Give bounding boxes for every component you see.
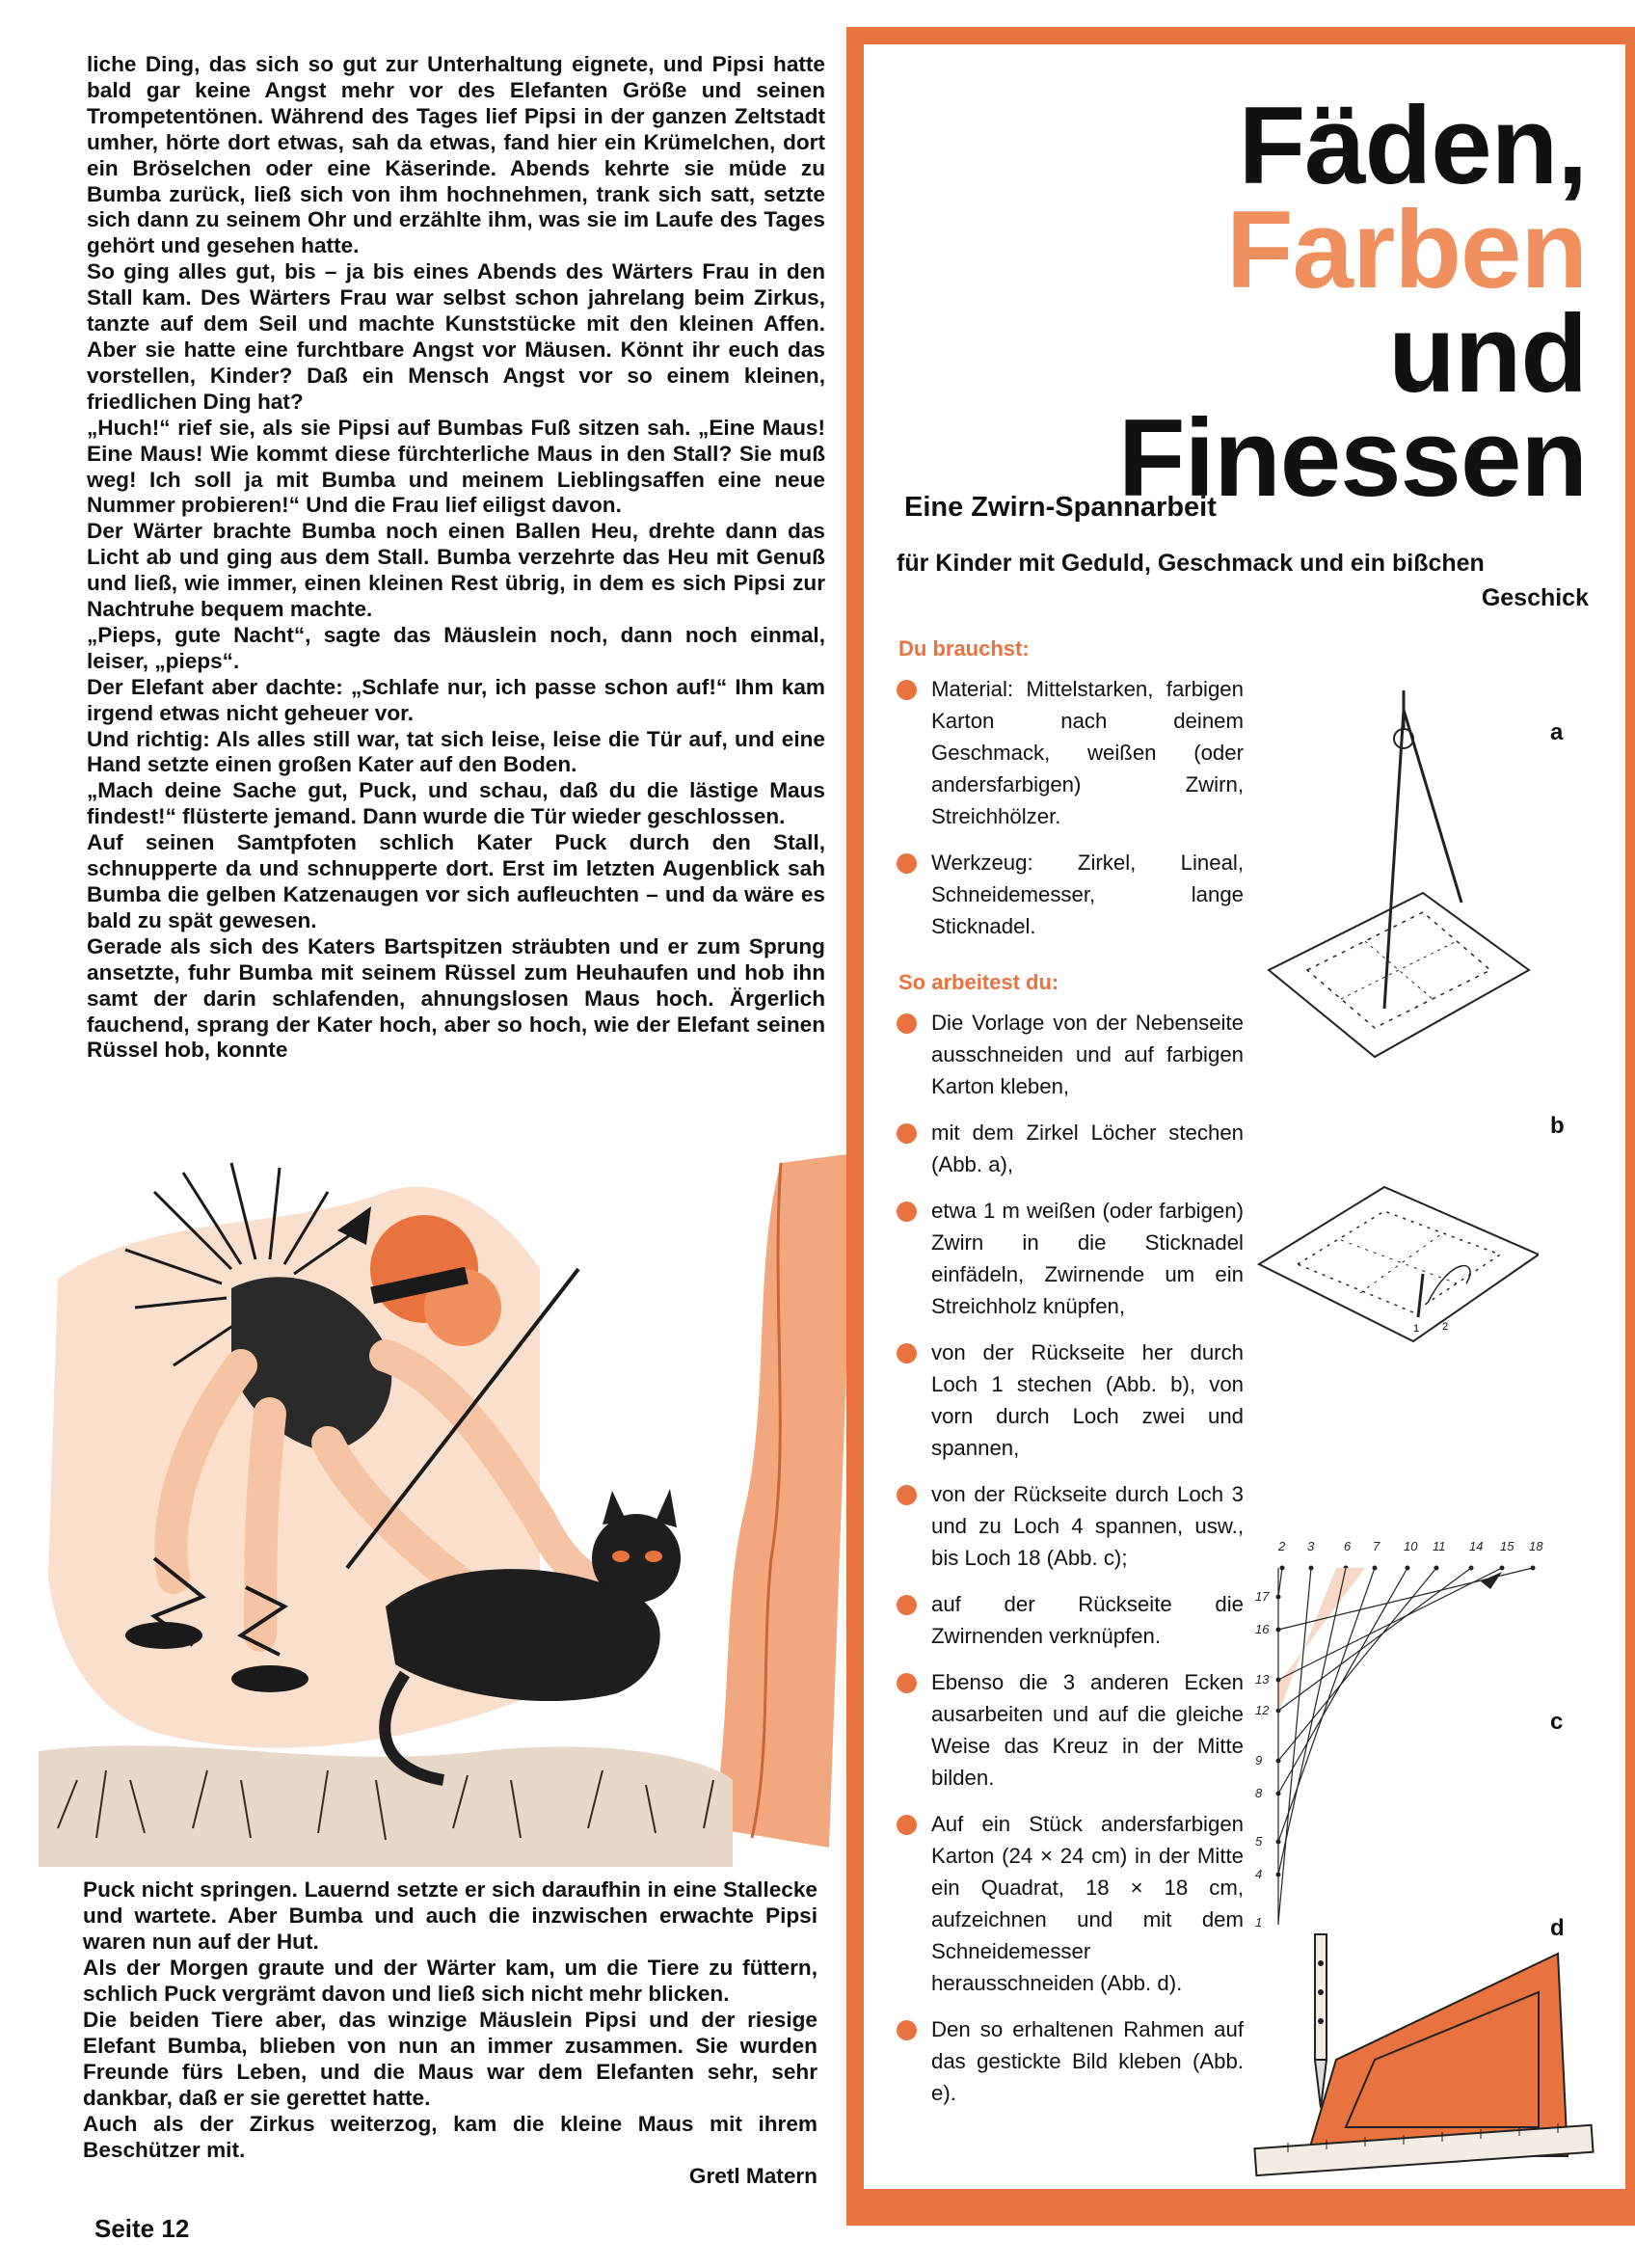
fig-c-top-number: 6 [1344, 1539, 1352, 1553]
fig-c-side-number: 9 [1255, 1753, 1263, 1768]
figure-label-b: b [1550, 1113, 1565, 1139]
story-paragraph: Puck nicht springen. Lauernd setzte er sich daraufhin in eine Stallecke und wartete. Aber Bumba und auch die inzwischen erwachte Pipsi waren nun auf der Hut. [83, 1877, 818, 1954]
title-word-finessen: Finessen [1117, 397, 1587, 520]
bullet-icon [897, 1343, 917, 1364]
craft-title [864, 85, 1587, 520]
bullet-icon [897, 2020, 917, 2040]
list-item-text: Werkzeug: Zirkel, Lineal, Schneidemesser, lange Sticknadel. [931, 850, 1244, 938]
fig-c-side-number: 16 [1255, 1622, 1270, 1636]
story-paragraph: „Pieps, gute Nacht“, sagte das Mäuslein noch, dann noch einmal, leiser, „pieps“. [87, 622, 825, 673]
story-text-bottom [83, 1876, 818, 2189]
bullet-icon [897, 1595, 917, 1615]
fig-b-hole-number: 2 [1442, 1321, 1449, 1333]
story-paragraph: liche Ding, das sich so gut zur Unterhaltung eignete, und Pipsi hatte bald gar keine Angst mehr vor des Elefanten Größe und seinen Trompetentönen. Während des Tages lief Pipsi in der ganzen Zeltstadt umher, hörte dort etwas, sah da etwas, fand hier ein Krümelchen, dort ein Bröselchen oder eine Käserinde. Abends kehrte sie müde zu Bumba zurück, ließ sich von ihm hochnehmen, trank sich satt, setzte sich dann zu seinem Ohr und erzählte ihm, was sie im Laufe des Tages gehört und gesehen hatte. [87, 52, 825, 258]
bullet-icon [897, 1123, 917, 1144]
list-item-text: Die Vorlage von der Nebenseite ausschneiden und auf farbigen Karton kleben, [931, 1011, 1244, 1098]
title-word-faeden: Fäden, [1238, 85, 1587, 207]
bullet-icon [897, 680, 917, 700]
craft-tagline [897, 546, 1589, 615]
story-paragraph: Als der Morgen graute und der Wärter kam, um die Tiere zu füttern, schlich Puck vergrämt davon und ließ sich nicht mehr blicken. [83, 1956, 818, 2006]
list-item [897, 847, 1244, 942]
title-word-farben: Farben [1225, 189, 1587, 311]
list-item-text: auf der Rückseite die Zwirnenden verknüpfen. [931, 1592, 1244, 1648]
fig-c-side-number: 1 [1255, 1915, 1263, 1930]
bullet-icon [897, 1815, 917, 1835]
story-paragraph: Der Wärter brachte Bumba noch einen Ballen Heu, drehte dann das Licht ab und ging aus dem Stall. Bumba verzehrte das Heu mit Genuß und ließ, wie immer, einen kleinen Rest übrig, in dem es sich Pipsi zur Nachtruhe bequem machte. [87, 519, 825, 622]
figure-label-c: c [1550, 1709, 1564, 1735]
figure-a-diagram [1249, 681, 1539, 1095]
fig-c-top-number: 10 [1404, 1539, 1418, 1553]
list-item-text: etwa 1 m weißen (oder farbigen) Zwirn in die Sticknadel einfädeln, Zwirnende um ein Streichholz knüpfen, [931, 1199, 1244, 1318]
story-illustration [39, 1153, 854, 1867]
list-item-text: Ebenso die 3 anderen Ecken ausarbeiten und auf die gleiche Weise das Kreuz in der Mitte bilden. [931, 1670, 1244, 1790]
page-number: Seite 12 [94, 2214, 190, 2243]
story-paragraph: Auf seinen Samtpfoten schlich Kater Puck durch den Stall, schnupperte da und schnupperte dort. Erst im letzten Augenblick sah Bumba die gelben Katzenaugen vor sich aufleuchten – und da wäre es bald zu spät gewesen. [87, 830, 825, 932]
craft-panel [846, 27, 1635, 2226]
story-paragraph: Die beiden Tiere aber, das winzige Mäuslein Pipsi und der riesige Elefant Bumba, blieben von nun an immer zusammen. Sie wurden Freunde fürs Leben, und die Maus war dem Elefanten sehr, sehr dankbar, daß er sie gerettet hatte. [83, 2008, 818, 2110]
story-paragraph: „Mach deine Sache gut, Puck, und schau, daß du die lästige Maus findest!“ flüsterte jemand. Dann wurde die Tür wieder geschlossen. [87, 778, 825, 829]
list-item [897, 1336, 1244, 1464]
fig-c-top-number: 11 [1433, 1539, 1446, 1553]
figure-label-a: a [1550, 719, 1564, 745]
title-word-und: und [1388, 293, 1587, 416]
craft-panel-inner [864, 44, 1625, 2189]
story-paragraph: Gerade als sich des Katers Bartspitzen sträubten und er zum Sprung ansetzte, fuhr Bumba mit seinem Rüssel zum Heuhaufen und hob ihn samt der darin schlafenden, ahnungslosen Maus hoch. Ärgerlich fauchend, sprang der Kater hoch, aber so hoch, wie der Elefant seinen Rüssel hob, konnte [87, 933, 825, 1063]
fig-c-side-number: 12 [1255, 1703, 1270, 1717]
list-item [897, 673, 1244, 832]
list-item [897, 2013, 1244, 2109]
list-item [897, 1808, 1244, 1999]
story-paragraph: Und richtig: Als alles still war, tat sich leise, leise die Tür auf, und eine Hand setzte einen großen Kater auf den Boden. [87, 726, 825, 777]
list-item-text: von der Rückseite durch Loch 3 und zu Loch 4 spannen, usw., bis Loch 18 (Abb. c); [931, 1482, 1244, 1570]
story-text-top [87, 52, 825, 1064]
story-paragraph: „Huch!“ rief sie, als sie Pipsi auf Bumbas Fuß sitzen sah. „Eine Maus! Eine Maus! Wie kommt diese fürchterliche Maus in den Stall? Sie muß weg! Ich soll ja mit Bumba und meinem Lieblingsaffen eine neue Nummer probieren!“ Und die Frau lief eiligst davon. [87, 415, 825, 518]
fig-c-side-number: 17 [1255, 1589, 1270, 1604]
list-item-text: Material: Mittelstarken, farbigen Karton nach deinem Geschmack, weißen (oder andersfarbigen) Zwirn, Streichhölzer. [931, 677, 1244, 828]
fig-c-top-number: 7 [1373, 1539, 1380, 1553]
figure-d-diagram [1249, 1915, 1596, 2185]
bullet-icon [897, 1485, 917, 1505]
fig-c-top-number: 3 [1307, 1539, 1315, 1553]
list-item [897, 1478, 1244, 1574]
list-item [897, 1117, 1244, 1180]
fig-c-top-number: 2 [1278, 1539, 1286, 1553]
steps-heading: So arbeitest du: [898, 970, 1059, 994]
figure-b-diagram [1249, 1148, 1539, 1361]
fig-c-side-number: 4 [1255, 1867, 1263, 1881]
needs-heading: Du brauchst: [898, 636, 1030, 661]
list-item [897, 1195, 1244, 1322]
bullet-icon [897, 1013, 917, 1034]
story-paragraph: So ging alles gut, bis – ja bis eines Abends des Wärters Frau in den Stall kam. Des Wärters Frau war selbst schon jahrelang beim Zirkus, tanzte auf dem Seil und machte Kunststücke mit den kleinen Affen. Aber sie hatte eine furchtbare Angst vor Mäusen. Könnt ihr euch das vorstellen, Kinder? Daß ein Mensch Angst vor so einem kleinen, friedlichen Ding hat? [87, 259, 825, 414]
fig-c-top-number: 14 [1469, 1539, 1484, 1553]
list-item [897, 1666, 1244, 1794]
list-item-text: Den so erhaltenen Rahmen auf das gestickte Bild kleben (Abb. e). [931, 2017, 1244, 2105]
author-name: Gretl Matern [688, 2164, 818, 2188]
list-item-text: von der Rückseite her durch Loch 1 stechen (Abb. b), von vorn durch Loch zwei und spannen, [931, 1340, 1244, 1460]
tagline-line-2: Geschick [1481, 584, 1589, 611]
story-last-line: Auch als der Zirkus weiterzog, kam die kleine Maus mit ihrem Beschützer mit. [83, 2112, 818, 2162]
story-paragraph: Der Elefant aber dachte: „Schlafe nur, ich passe schon auf!“ Ihm kam irgend etwas nicht geheuer vor. [87, 674, 825, 725]
fig-c-side-number: 13 [1255, 1672, 1270, 1687]
craft-subtitle: Eine Zwirn-Spannarbeit [904, 492, 1217, 523]
fig-b-hole-number: 1 [1413, 1323, 1420, 1335]
bullet-icon [897, 1673, 917, 1693]
bullet-icon [897, 1202, 917, 1222]
list-item-text: Auf ein Stück andersfarbigen Karton (24 × 24 cm) in der Mitte ein Quadrat, 18 × 18 cm, aufzeichnen und mit dem Schneidemesser herausschneiden (Abb. d). [931, 1812, 1244, 1995]
figure-c-diagram [1249, 1529, 1577, 1954]
author-line [83, 2163, 818, 2189]
fig-c-side-number: 5 [1255, 1834, 1263, 1849]
figure-label-d: d [1550, 1915, 1565, 1941]
steps-list [897, 1007, 1244, 2123]
list-item [897, 1007, 1244, 1102]
needs-list [897, 673, 1244, 957]
fig-c-side-number: 8 [1255, 1786, 1263, 1800]
tagline-line-1: für Kinder mit Geduld, Geschmack und ein bißchen [897, 550, 1485, 577]
bullet-icon [897, 853, 917, 874]
fig-c-top-number: 15 [1500, 1539, 1514, 1553]
fig-c-top-number: 18 [1529, 1539, 1543, 1553]
list-item [897, 1588, 1244, 1652]
list-item-text: mit dem Zirkel Löcher stechen (Abb. a), [931, 1120, 1244, 1176]
